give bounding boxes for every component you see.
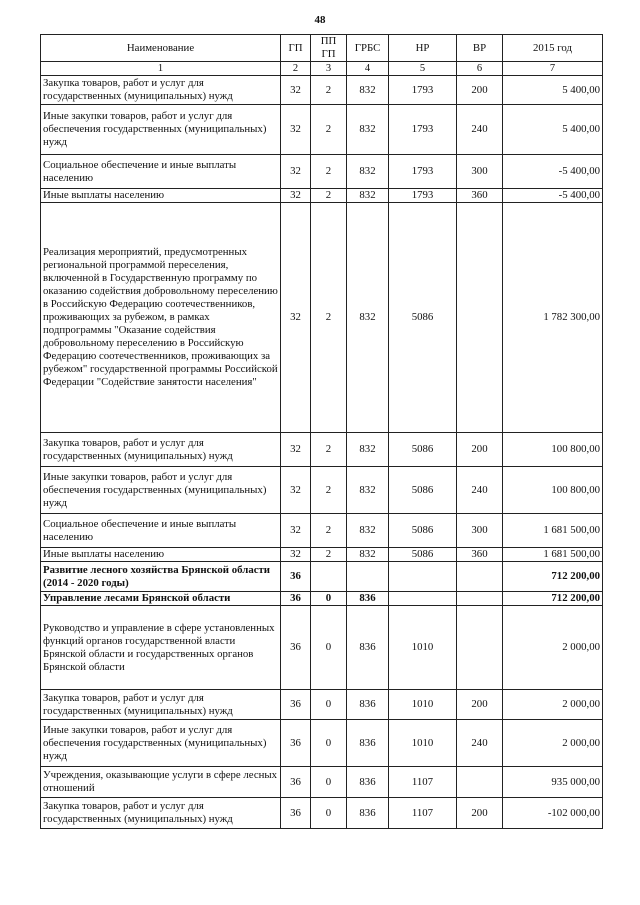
table-row — [41, 606, 603, 690]
row-amount: 1 681 500,00 — [503, 548, 603, 562]
row-amount: 1 782 300,00 — [503, 203, 603, 433]
row-nr: 5086 — [389, 203, 457, 433]
header-grbs: ГРБС — [347, 35, 389, 62]
table-row — [41, 433, 603, 467]
row-amount: -5 400,00 — [503, 189, 603, 203]
row-gp: 32 — [281, 514, 311, 548]
row-vr — [457, 606, 503, 690]
header-name: Наименование — [41, 35, 281, 62]
row-vr: 200 — [457, 76, 503, 105]
row-gp: 36 — [281, 592, 311, 606]
row-name: Социальное обеспечение и иные выплаты населению — [41, 514, 281, 548]
header-gp: ГП — [281, 35, 311, 62]
row-gp: 36 — [281, 720, 311, 767]
row-nr: 5086 — [389, 467, 457, 514]
row-gp: 32 — [281, 433, 311, 467]
table-row — [41, 76, 603, 105]
column-number: 4 — [347, 62, 389, 76]
row-vr: 200 — [457, 433, 503, 467]
row-gp: 36 — [281, 690, 311, 720]
row-name: Реализация мероприятий, предусмотренных региональной программой переселения, включенной в Государственную программу по оказанию содействия добровольному переселению в Российскую Федерацию соотечественников, проживающих за рубежом, в рамках подпрограммы "Оказание содействия добровольному переселению в Российскую Федерацию соотечественников, проживающих за рубежом" государственной программы Российской Федерации "Содействие занятости населения" — [41, 203, 281, 433]
row-nr: 1793 — [389, 155, 457, 189]
row-gp: 36 — [281, 767, 311, 798]
row-vr: 200 — [457, 690, 503, 720]
row-grbs: 832 — [347, 433, 389, 467]
row-amount: 100 800,00 — [503, 467, 603, 514]
row-ppgp: 2 — [311, 189, 347, 203]
row-name: Иные закупки товаров, работ и услуг для обеспечения государственных (муниципальных) нужд — [41, 720, 281, 767]
row-vr: 240 — [457, 105, 503, 155]
row-nr: 5086 — [389, 514, 457, 548]
row-nr: 1793 — [389, 189, 457, 203]
row-vr: 300 — [457, 155, 503, 189]
header-vr: ВР — [457, 35, 503, 62]
table-row — [41, 467, 603, 514]
row-grbs: 832 — [347, 76, 389, 105]
row-name: Руководство и управление в сфере установленных функций органов государственной власти Брянской области и государственных органов Брянской области — [41, 606, 281, 690]
row-gp: 36 — [281, 562, 311, 592]
table-row — [41, 514, 603, 548]
row-grbs: 832 — [347, 514, 389, 548]
column-number: 3 — [311, 62, 347, 76]
row-grbs: 832 — [347, 189, 389, 203]
row-vr: 240 — [457, 467, 503, 514]
row-ppgp: 0 — [311, 592, 347, 606]
header-ppgp: ПП ГП — [311, 35, 347, 62]
table-row — [41, 189, 603, 203]
column-number: 5 — [389, 62, 457, 76]
row-nr: 1107 — [389, 798, 457, 829]
row-gp: 32 — [281, 155, 311, 189]
row-name: Управление лесами Брянской области — [41, 592, 281, 606]
table-row — [41, 690, 603, 720]
row-gp: 32 — [281, 105, 311, 155]
row-gp: 32 — [281, 467, 311, 514]
row-nr — [389, 592, 457, 606]
row-ppgp: 2 — [311, 76, 347, 105]
row-amount: 5 400,00 — [503, 76, 603, 105]
row-ppgp: 2 — [311, 155, 347, 189]
row-name: Иные закупки товаров, работ и услуг для обеспечения государственных (муниципальных) нужд — [41, 467, 281, 514]
row-grbs: 836 — [347, 690, 389, 720]
header-year: 2015 год — [503, 35, 603, 62]
row-ppgp: 2 — [311, 105, 347, 155]
row-nr: 1010 — [389, 690, 457, 720]
row-gp: 32 — [281, 76, 311, 105]
row-amount: 2 000,00 — [503, 720, 603, 767]
row-nr: 1010 — [389, 606, 457, 690]
table-row — [41, 155, 603, 189]
row-vr — [457, 592, 503, 606]
row-gp: 36 — [281, 798, 311, 829]
column-number-row — [41, 62, 603, 76]
row-amount: 935 000,00 — [503, 767, 603, 798]
row-grbs: 836 — [347, 606, 389, 690]
row-nr: 1793 — [389, 105, 457, 155]
row-vr — [457, 767, 503, 798]
row-ppgp: 0 — [311, 606, 347, 690]
row-gp: 32 — [281, 203, 311, 433]
row-amount: -102 000,00 — [503, 798, 603, 829]
row-gp: 32 — [281, 548, 311, 562]
row-name: Закупка товаров, работ и услуг для государственных (муниципальных) нужд — [41, 798, 281, 829]
table-row — [41, 548, 603, 562]
column-number: 7 — [503, 62, 603, 76]
row-grbs: 832 — [347, 155, 389, 189]
row-grbs: 832 — [347, 467, 389, 514]
table-row — [41, 105, 603, 155]
row-ppgp: 0 — [311, 798, 347, 829]
column-number: 2 — [281, 62, 311, 76]
row-vr: 300 — [457, 514, 503, 548]
row-name: Иные выплаты населению — [41, 189, 281, 203]
row-grbs: 832 — [347, 105, 389, 155]
row-grbs: 836 — [347, 592, 389, 606]
column-number: 6 — [457, 62, 503, 76]
row-ppgp: 2 — [311, 203, 347, 433]
row-nr: 1107 — [389, 767, 457, 798]
column-number: 1 — [41, 62, 281, 76]
row-name: Иные выплаты населению — [41, 548, 281, 562]
row-vr — [457, 562, 503, 592]
page-number: 48 — [314, 14, 326, 26]
row-ppgp: 2 — [311, 548, 347, 562]
row-vr — [457, 203, 503, 433]
row-ppgp: 2 — [311, 433, 347, 467]
row-gp: 36 — [281, 606, 311, 690]
table-row — [41, 767, 603, 798]
row-amount: 2 000,00 — [503, 606, 603, 690]
table-row — [41, 203, 603, 433]
table-row — [41, 720, 603, 767]
row-name: Закупка товаров, работ и услуг для государственных (муниципальных) нужд — [41, 690, 281, 720]
row-amount: -5 400,00 — [503, 155, 603, 189]
row-nr: 1793 — [389, 76, 457, 105]
header-row — [41, 35, 603, 62]
row-amount: 712 200,00 — [503, 562, 603, 592]
row-ppgp: 2 — [311, 514, 347, 548]
row-gp: 32 — [281, 189, 311, 203]
row-grbs — [347, 562, 389, 592]
row-grbs: 836 — [347, 767, 389, 798]
budget-table — [40, 34, 603, 829]
row-ppgp: 0 — [311, 720, 347, 767]
table-row — [41, 592, 603, 606]
row-ppgp — [311, 562, 347, 592]
row-vr: 200 — [457, 798, 503, 829]
row-amount: 5 400,00 — [503, 105, 603, 155]
row-name: Развитие лесного хозяйства Брянской области (2014 - 2020 годы) — [41, 562, 281, 592]
row-grbs: 832 — [347, 548, 389, 562]
header-nr: НР — [389, 35, 457, 62]
table-row — [41, 562, 603, 592]
row-name: Закупка товаров, работ и услуг для государственных (муниципальных) нужд — [41, 76, 281, 105]
row-name: Учреждения, оказывающие услуги в сфере лесных отношений — [41, 767, 281, 798]
row-nr — [389, 562, 457, 592]
row-name: Закупка товаров, работ и услуг для государственных (муниципальных) нужд — [41, 433, 281, 467]
row-grbs: 836 — [347, 798, 389, 829]
row-name: Иные закупки товаров, работ и услуг для обеспечения государственных (муниципальных) нужд — [41, 105, 281, 155]
row-nr: 5086 — [389, 433, 457, 467]
row-ppgp: 0 — [311, 690, 347, 720]
table-body — [41, 76, 603, 829]
row-nr: 1010 — [389, 720, 457, 767]
row-name: Социальное обеспечение и иные выплаты населению — [41, 155, 281, 189]
row-ppgp: 0 — [311, 767, 347, 798]
row-amount: 100 800,00 — [503, 433, 603, 467]
row-vr: 360 — [457, 189, 503, 203]
row-amount: 2 000,00 — [503, 690, 603, 720]
row-nr: 5086 — [389, 548, 457, 562]
row-vr: 240 — [457, 720, 503, 767]
row-amount: 712 200,00 — [503, 592, 603, 606]
row-amount: 1 681 500,00 — [503, 514, 603, 548]
row-grbs: 832 — [347, 203, 389, 433]
row-grbs: 836 — [347, 720, 389, 767]
table-row — [41, 798, 603, 829]
row-vr: 360 — [457, 548, 503, 562]
row-ppgp: 2 — [311, 467, 347, 514]
